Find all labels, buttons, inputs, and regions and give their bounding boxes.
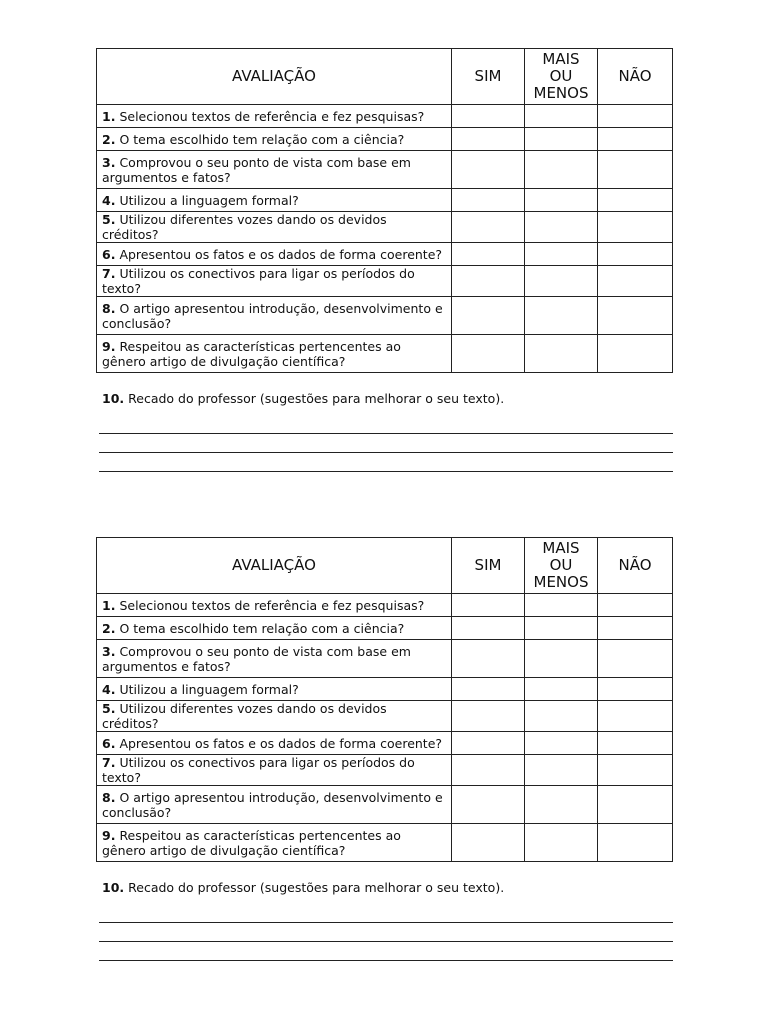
answer-cell-mais-ou-menos[interactable] — [525, 335, 598, 373]
question-text: Utilizou diferentes vozes dando os devidos créditos? — [102, 701, 387, 731]
question-cell — [97, 755, 452, 786]
question-text: Utilizou a linguagem formal? — [119, 681, 299, 697]
answer-cell-nao[interactable] — [598, 128, 673, 151]
question-number: 4. — [102, 192, 116, 208]
header-mais-ou-menos — [525, 538, 598, 594]
answer-cell-mais-ou-menos[interactable] — [525, 594, 598, 617]
question-text: O artigo apresentou introdução, desenvolvimento e conclusão? — [102, 300, 443, 331]
question-cell — [97, 701, 452, 732]
answer-cell-mais-ou-menos[interactable] — [525, 189, 598, 212]
question-cell — [97, 105, 452, 128]
question-number: 1. — [102, 108, 116, 124]
answer-cell-mais-ou-menos[interactable] — [525, 297, 598, 335]
question-number: 3. — [102, 154, 116, 170]
answer-cell-sim[interactable] — [452, 755, 525, 786]
writing-line[interactable] — [99, 434, 673, 453]
answer-cell-nao[interactable] — [598, 786, 673, 824]
table-row — [97, 128, 673, 151]
answer-cell-sim[interactable] — [452, 266, 525, 297]
question-cell — [97, 266, 452, 297]
teacher-note-number: 10. — [102, 880, 125, 895]
table-row — [97, 617, 673, 640]
writing-line[interactable] — [99, 942, 673, 961]
question-text: O tema escolhido tem relação com a ciência? — [119, 620, 405, 636]
question-cell — [97, 640, 452, 678]
table-row — [97, 824, 673, 862]
evaluation-form-2 — [96, 537, 673, 961]
answer-cell-sim[interactable] — [452, 824, 525, 862]
table-row — [97, 212, 673, 243]
table-row — [97, 732, 673, 755]
answer-cell-mais-ou-menos[interactable] — [525, 701, 598, 732]
table-row — [97, 335, 673, 373]
answer-cell-mais-ou-menos[interactable] — [525, 786, 598, 824]
header-sim: SIM — [452, 538, 525, 594]
question-cell — [97, 212, 452, 243]
table-row — [97, 640, 673, 678]
table-header-row — [97, 538, 673, 594]
answer-cell-nao[interactable] — [598, 105, 673, 128]
answer-cell-nao[interactable] — [598, 755, 673, 786]
table-row — [97, 701, 673, 732]
question-cell — [97, 732, 452, 755]
header-avaliacao: AVALIAÇÃO — [97, 49, 452, 105]
answer-cell-nao[interactable] — [598, 266, 673, 297]
header-sim: SIM — [452, 49, 525, 105]
question-number: 1. — [102, 597, 116, 613]
answer-cell-sim[interactable] — [452, 786, 525, 824]
answer-cell-sim[interactable] — [452, 678, 525, 701]
header-menos: MENOS — [533, 84, 589, 102]
question-number: 5. — [102, 701, 116, 716]
question-cell — [97, 617, 452, 640]
header-ou: OU — [549, 67, 573, 85]
question-number: 2. — [102, 131, 116, 147]
answer-cell-sim[interactable] — [452, 617, 525, 640]
question-cell — [97, 243, 452, 266]
answer-cell-sim[interactable] — [452, 212, 525, 243]
header-mais-ou-menos — [525, 49, 598, 105]
evaluation-form-1 — [96, 48, 673, 472]
answer-cell-sim[interactable] — [452, 128, 525, 151]
teacher-note-label — [96, 391, 673, 407]
question-number: 9. — [102, 827, 116, 843]
teacher-note-lines — [96, 415, 673, 472]
question-number: 9. — [102, 338, 116, 354]
question-text: Respeitou as características pertencentes ao gênero artigo de divulgação científica? — [102, 338, 401, 369]
answer-cell-mais-ou-menos[interactable] — [525, 128, 598, 151]
answer-cell-mais-ou-menos[interactable] — [525, 617, 598, 640]
question-cell — [97, 189, 452, 212]
question-text: Selecionou textos de referência e fez pesquisas? — [119, 597, 425, 613]
question-number: 8. — [102, 300, 116, 316]
answer-cell-sim[interactable] — [452, 151, 525, 189]
question-cell — [97, 335, 452, 373]
teacher-note-text: Recado do professor (sugestões para melhorar o seu texto). — [128, 880, 505, 895]
answer-cell-mais-ou-menos[interactable] — [525, 212, 598, 243]
answer-cell-nao[interactable] — [598, 617, 673, 640]
answer-cell-nao[interactable] — [598, 189, 673, 212]
question-text: Utilizou diferentes vozes dando os devidos créditos? — [102, 212, 387, 242]
answer-cell-sim[interactable] — [452, 335, 525, 373]
question-text: O tema escolhido tem relação com a ciência? — [119, 131, 405, 147]
answer-cell-nao[interactable] — [598, 678, 673, 701]
question-number: 3. — [102, 643, 116, 659]
question-cell — [97, 594, 452, 617]
header-avaliacao: AVALIAÇÃO — [97, 538, 452, 594]
question-text: Comprovou o seu ponto de vista com base em argumentos e fatos? — [102, 154, 411, 185]
question-text: Comprovou o seu ponto de vista com base em argumentos e fatos? — [102, 643, 411, 674]
question-number: 8. — [102, 789, 116, 805]
teacher-note-lines — [96, 904, 673, 961]
question-cell — [97, 151, 452, 189]
answer-cell-mais-ou-menos[interactable] — [525, 678, 598, 701]
question-text: Utilizou a linguagem formal? — [119, 192, 299, 208]
answer-cell-nao[interactable] — [598, 297, 673, 335]
table-row — [97, 266, 673, 297]
table-row — [97, 189, 673, 212]
question-text: Utilizou os conectivos para ligar os períodos do texto? — [102, 755, 415, 785]
answer-cell-nao[interactable] — [598, 732, 673, 755]
teacher-note-text: Recado do professor (sugestões para melhorar o seu texto). — [128, 391, 505, 406]
teacher-note-label — [96, 880, 673, 896]
answer-cell-sim[interactable] — [452, 594, 525, 617]
table-row — [97, 755, 673, 786]
question-text: Selecionou textos de referência e fez pesquisas? — [119, 108, 425, 124]
table-row — [97, 786, 673, 824]
question-cell — [97, 297, 452, 335]
answer-cell-nao[interactable] — [598, 594, 673, 617]
question-number: 5. — [102, 212, 116, 227]
question-text: Respeitou as características pertencentes ao gênero artigo de divulgação científica? — [102, 827, 401, 858]
writing-line[interactable] — [99, 923, 673, 942]
table-row — [97, 678, 673, 701]
writing-line[interactable] — [99, 415, 673, 434]
answer-cell-sim[interactable] — [452, 732, 525, 755]
evaluation-table — [96, 48, 673, 373]
header-nao: NÃO — [598, 538, 673, 594]
answer-cell-nao[interactable] — [598, 701, 673, 732]
question-cell — [97, 786, 452, 824]
answer-cell-mais-ou-menos[interactable] — [525, 755, 598, 786]
question-number: 2. — [102, 620, 116, 636]
answer-cell-mais-ou-menos[interactable] — [525, 243, 598, 266]
answer-cell-nao[interactable] — [598, 335, 673, 373]
table-header-row — [97, 49, 673, 105]
teacher-note-number: 10. — [102, 391, 125, 406]
answer-cell-nao[interactable] — [598, 824, 673, 862]
answer-cell-sim[interactable] — [452, 189, 525, 212]
header-menos: MENOS — [533, 573, 589, 591]
answer-cell-nao[interactable] — [598, 212, 673, 243]
writing-line[interactable] — [99, 904, 673, 923]
table-row — [97, 594, 673, 617]
answer-cell-mais-ou-menos[interactable] — [525, 266, 598, 297]
question-number: 6. — [102, 735, 116, 751]
question-text: Apresentou os fatos e os dados de forma coerente? — [119, 246, 443, 262]
question-number: 7. — [102, 266, 116, 281]
table-row — [97, 151, 673, 189]
question-text: Utilizou os conectivos para ligar os períodos do texto? — [102, 266, 415, 296]
question-number: 7. — [102, 755, 116, 770]
answer-cell-sim[interactable] — [452, 701, 525, 732]
writing-line[interactable] — [99, 453, 673, 472]
question-cell — [97, 824, 452, 862]
answer-cell-sim[interactable] — [452, 243, 525, 266]
header-nao: NÃO — [598, 49, 673, 105]
table-row — [97, 105, 673, 128]
answer-cell-sim[interactable] — [452, 297, 525, 335]
header-ou: OU — [549, 556, 573, 574]
answer-cell-sim[interactable] — [452, 105, 525, 128]
question-number: 6. — [102, 246, 116, 262]
question-cell — [97, 678, 452, 701]
answer-cell-nao[interactable] — [598, 243, 673, 266]
question-cell — [97, 128, 452, 151]
header-mais: MAIS — [542, 50, 580, 68]
answer-cell-mais-ou-menos[interactable] — [525, 105, 598, 128]
question-text: Apresentou os fatos e os dados de forma coerente? — [119, 735, 443, 751]
answer-cell-mais-ou-menos[interactable] — [525, 640, 598, 678]
answer-cell-sim[interactable] — [452, 640, 525, 678]
answer-cell-mais-ou-menos[interactable] — [525, 151, 598, 189]
answer-cell-mais-ou-menos[interactable] — [525, 732, 598, 755]
header-mais: MAIS — [542, 539, 580, 557]
evaluation-table — [96, 537, 673, 862]
answer-cell-nao[interactable] — [598, 640, 673, 678]
table-row — [97, 297, 673, 335]
answer-cell-mais-ou-menos[interactable] — [525, 824, 598, 862]
table-row — [97, 243, 673, 266]
answer-cell-nao[interactable] — [598, 151, 673, 189]
question-text: O artigo apresentou introdução, desenvolvimento e conclusão? — [102, 789, 443, 820]
question-number: 4. — [102, 681, 116, 697]
